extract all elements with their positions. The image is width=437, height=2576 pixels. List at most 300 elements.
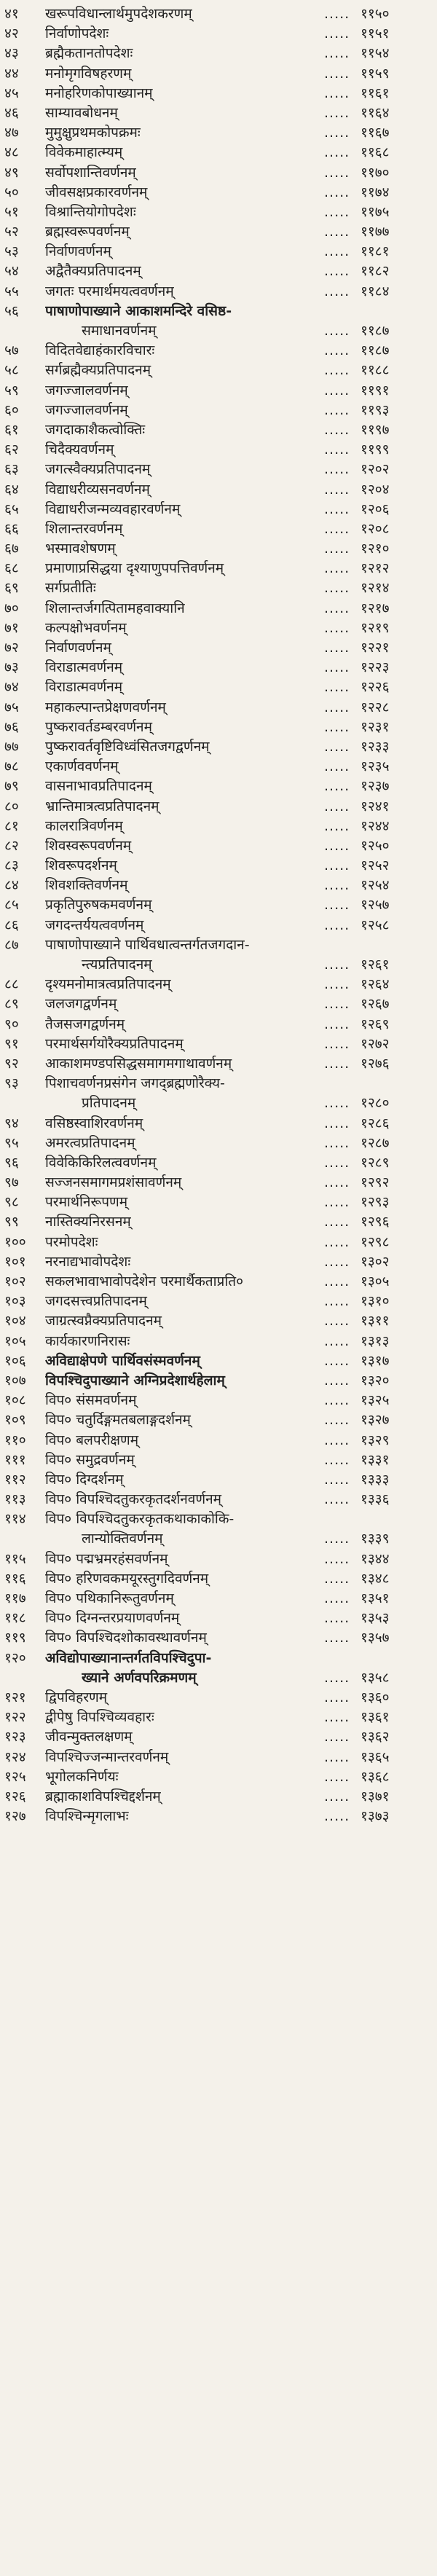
toc-entry[interactable] [0, 203, 437, 222]
page-number: ११५० [361, 6, 390, 22]
entry-title: जगदन्तर्ययत्ववर्णनम् [45, 916, 144, 933]
entry-number: ४६ [4, 104, 19, 121]
toc-entry[interactable] [0, 737, 437, 757]
entry-title: विप० विपश्चिदतुकरकृतकथाकाकोकि- [45, 1511, 235, 1528]
entry-number: १०८ [4, 1392, 26, 1409]
leader-dots: ..... [324, 520, 350, 537]
entry-title: खरूपविधान्लार्थमुपदेशकरणम् [45, 6, 192, 22]
entry-title-continuation: समाधानवर्णनम् [82, 323, 157, 339]
leader-dots: ..... [324, 1035, 350, 1052]
toc-entry[interactable] [0, 1272, 437, 1292]
entry-title: सकलभावाभावोपदेशेन परमार्थैकताप्रति० [45, 1273, 244, 1289]
entry-title: अमरत्वप्रतिपादनम् [45, 1134, 135, 1151]
leader-dots: ..... [324, 461, 350, 478]
leader-dots: ..... [324, 1253, 350, 1270]
leader-dots: ..... [324, 1233, 350, 1250]
leader-dots: ..... [324, 640, 350, 656]
page-number: १२८० [361, 1095, 390, 1112]
page-number: १२३१ [361, 718, 390, 735]
entry-number: १२५ [4, 1768, 26, 1785]
entry-number: १११ [4, 1451, 26, 1468]
toc-entry[interactable] [0, 302, 437, 321]
toc-entry[interactable] [0, 500, 437, 519]
leader-dots: ..... [324, 421, 350, 438]
page-number: ११९९ [361, 441, 390, 458]
entry-number: ११७ [4, 1590, 26, 1606]
entry-title: कल्पक्षोभवर्णनम् [45, 619, 127, 636]
entry-number: ५४ [4, 263, 19, 280]
entry-number: ५२ [4, 224, 19, 240]
toc-entry[interactable] [0, 817, 437, 836]
entry-title: विप० विपश्चिदशोकावस्थावर्णनम् [45, 1630, 207, 1646]
toc-entry[interactable] [0, 1688, 437, 1708]
toc-entry[interactable] [0, 1153, 437, 1173]
toc-entry[interactable] [0, 1114, 437, 1134]
entry-number: ५० [4, 184, 19, 200]
toc-entry[interactable] [0, 678, 437, 697]
entry-title: ब्रह्मस्वरूपवर्णनम् [45, 224, 130, 240]
entry-number: ९८ [4, 1194, 19, 1211]
entry-number: ७५ [4, 699, 19, 715]
page-number: ११९७ [361, 421, 390, 438]
page-number: ११८८ [361, 362, 390, 379]
page-number: १३१० [361, 1293, 390, 1310]
page-number: १२८७ [361, 1134, 390, 1151]
entry-title: विश्रान्तियोगोपदेशः [45, 203, 136, 220]
leader-dots: ..... [324, 1709, 350, 1726]
toc-entry[interactable] [0, 975, 437, 994]
toc-entry[interactable] [0, 1609, 437, 1628]
entry-title: जाग्रत्स्वप्नैक्यप्रतिपादनम् [45, 1313, 162, 1330]
page-number: १२५४ [361, 877, 390, 894]
entry-title: पिशाचवर्णनप्रसंगेन जगद्ब्रह्मणोरैक्य- [45, 1075, 225, 1092]
page-number: १३७१ [361, 1788, 390, 1805]
toc-entry[interactable] [0, 401, 437, 420]
page-number: ११६८ [361, 144, 390, 161]
entry-title: द्वीपेषु विपश्चिव्यवहारः [45, 1709, 154, 1726]
toc-entry-continuation [0, 1093, 437, 1113]
entry-number: ६१ [4, 421, 19, 438]
entry-title: प्रकृतिपुरुषकमवर्णनम् [45, 897, 152, 914]
toc-entry[interactable] [0, 757, 437, 777]
toc-entry[interactable] [0, 1134, 437, 1153]
entry-number: १२३ [4, 1729, 26, 1746]
leader-dots: ..... [324, 323, 350, 339]
entry-number: १०५ [4, 1332, 26, 1349]
page-number: ११८१ [361, 243, 390, 260]
leader-dots: ..... [324, 679, 350, 696]
leader-dots: ..... [324, 342, 350, 359]
toc-entry[interactable] [0, 262, 437, 281]
toc-entry[interactable] [0, 994, 437, 1014]
page-number: ११७७ [361, 224, 390, 240]
toc-entry[interactable] [0, 242, 437, 262]
leader-dots: ..... [324, 1194, 350, 1211]
toc-entry[interactable] [0, 341, 437, 361]
leader-dots: ..... [324, 1095, 350, 1112]
page-number: १२२१ [361, 640, 390, 656]
toc-entry[interactable] [0, 1371, 437, 1391]
page-number: ११५१ [361, 25, 390, 42]
entry-number: ९७ [4, 1174, 19, 1191]
toc-entry[interactable] [0, 1054, 437, 1074]
entry-number: ४५ [4, 85, 19, 101]
entry-title: ब्रह्मैकतानतोपदेशः [45, 45, 133, 62]
entry-number: ७९ [4, 778, 19, 795]
entry-title: शिलान्तरवर्णनम् [45, 520, 123, 537]
entry-title: विप० दिग्नन्तरप्रयाणवर्णनम् [45, 1610, 180, 1627]
toc-entry[interactable] [0, 1807, 437, 1826]
leader-dots: ..... [324, 541, 350, 557]
page-number: ११८७ [361, 323, 390, 339]
entry-number: ११४ [4, 1511, 26, 1528]
entry-title: विवेकिकिरिलत्ववर्णनम् [45, 1154, 157, 1171]
entry-title: मनोमृगविषहरणम् [45, 65, 132, 82]
toc-entry[interactable] [0, 1450, 437, 1470]
entry-title: जलजगद्वर्णनम् [45, 996, 117, 1013]
leader-dots: ..... [324, 25, 350, 42]
leader-dots: ..... [324, 263, 350, 280]
leader-dots: ..... [324, 1808, 350, 1825]
page-number: १२९८ [361, 1233, 390, 1250]
entry-number: ६९ [4, 580, 19, 597]
leader-dots: ..... [324, 85, 350, 101]
leader-dots: ..... [324, 362, 350, 379]
toc-entry[interactable] [0, 836, 437, 856]
toc-entry[interactable] [0, 222, 437, 242]
entry-number: ८५ [4, 897, 19, 914]
page-number: १२२६ [361, 679, 390, 696]
leader-dots: ..... [324, 45, 350, 62]
toc-entry[interactable] [0, 1193, 437, 1212]
page-number: १३२० [361, 1372, 390, 1389]
page-number: १३१७ [361, 1352, 390, 1369]
toc-entry[interactable] [0, 480, 437, 500]
entry-number: ८९ [4, 996, 19, 1013]
leader-dots: ..... [324, 817, 350, 834]
page-number: १३२९ [361, 1432, 390, 1448]
toc-entry[interactable] [0, 282, 437, 302]
leader-dots: ..... [324, 1055, 350, 1072]
page-number: १३१३ [361, 1332, 390, 1349]
toc-entry[interactable] [0, 519, 437, 539]
leader-dots: ..... [324, 1016, 350, 1032]
entry-number: ५७ [4, 342, 19, 359]
toc-entry[interactable] [0, 381, 437, 401]
entry-title: वसिष्ठस्वाशिरवर्णनम् [45, 1115, 143, 1131]
page-number: १३४८ [361, 1570, 390, 1587]
page-number: १२५८ [361, 916, 390, 933]
entry-number: ४१ [4, 6, 19, 22]
toc-entry[interactable] [0, 638, 437, 658]
entry-title: विराडात्मवर्णनम् [45, 679, 123, 696]
entry-number: ५८ [4, 362, 19, 379]
page-number: १२०६ [361, 500, 390, 517]
toc-entry[interactable] [0, 1628, 437, 1648]
toc-entry[interactable] [0, 777, 437, 796]
page-number: ११७० [361, 164, 390, 181]
toc-entry[interactable] [0, 619, 437, 638]
toc-entry[interactable] [0, 163, 437, 183]
entry-title: विपश्चिन्मृगलाभः [45, 1808, 129, 1825]
toc-entry[interactable] [0, 1074, 437, 1093]
entry-title: अविद्याक्षेपणे पार्थिवसंस्मवर्णनम् [45, 1352, 200, 1369]
entry-number: ८६ [4, 916, 19, 933]
toc-entry-continuation [0, 321, 437, 341]
entry-title: पाषाणोपाख्याने आकाशमन्दिरे वसिष्ठ- [45, 302, 232, 319]
page-number: १३६० [361, 1689, 390, 1705]
toc-entry[interactable] [0, 1292, 437, 1311]
leader-dots: ..... [324, 382, 350, 398]
toc-entry[interactable] [0, 143, 437, 162]
entry-number: ४७ [4, 125, 19, 141]
entry-number: ९३ [4, 1075, 19, 1092]
toc-entry[interactable] [0, 84, 437, 103]
entry-title: चिदैक्यवर्णनम् [45, 441, 114, 458]
page-number: १३६८ [361, 1768, 390, 1785]
page-number: १२८६ [361, 1115, 390, 1131]
toc-entry[interactable] [0, 935, 437, 955]
entry-title: विद्याधरीव्यसनवर्णनम् [45, 481, 150, 498]
toc-entry[interactable] [0, 856, 437, 876]
entry-number: ६२ [4, 441, 19, 458]
toc-entry[interactable] [0, 44, 437, 63]
entry-number: १०६ [4, 1352, 26, 1369]
entry-number: ८० [4, 798, 19, 814]
entry-title: पुष्करावर्तवृष्टिविध्वंसितजगद्वर्णनम् [45, 738, 210, 755]
toc-entry[interactable] [0, 1727, 437, 1747]
page-number: १२३३ [361, 738, 390, 755]
toc-entry[interactable] [0, 1431, 437, 1450]
entry-title: जीवन्मुक्तलक्षणम् [45, 1729, 133, 1746]
leader-dots: ..... [324, 1174, 350, 1191]
entry-title: परमार्थनिरूपणम् [45, 1194, 128, 1211]
entry-number: ११० [4, 1432, 26, 1448]
page-number: १२५७ [361, 897, 390, 914]
toc-entry[interactable] [0, 1015, 437, 1034]
page-number: १२१७ [361, 600, 390, 616]
leader-dots: ..... [324, 1788, 350, 1805]
entry-title: जगतः परमार्थमयत्ववर्णनम् [45, 283, 174, 299]
entry-number: ११२ [4, 1471, 26, 1488]
entry-title: शिवशक्तिवर्णनम् [45, 877, 128, 894]
leader-dots: ..... [324, 1729, 350, 1746]
leader-dots: ..... [324, 976, 350, 993]
toc-entry[interactable] [0, 1173, 437, 1193]
entry-title: पुष्करावर्तडम्बरवर्णनम् [45, 718, 152, 735]
entry-number: ९५ [4, 1134, 19, 1151]
entry-number: ११६ [4, 1570, 26, 1587]
toc-entry[interactable] [0, 1470, 437, 1490]
entry-number: ९१ [4, 1035, 19, 1052]
toc-entry[interactable] [0, 698, 437, 718]
entry-number: ८८ [4, 976, 19, 993]
toc-entry[interactable] [0, 4, 437, 24]
toc-entry-continuation [0, 1668, 437, 1688]
entry-number: १०२ [4, 1273, 26, 1289]
entry-number: ११९ [4, 1630, 26, 1646]
toc-entry[interactable] [0, 1233, 437, 1252]
page-number: १२८९ [361, 1154, 390, 1171]
leader-dots: ..... [324, 1372, 350, 1389]
toc-entry[interactable] [0, 1391, 437, 1410]
entry-title: विपश्चिज्जन्मान्तरवर्णनम् [45, 1748, 169, 1765]
toc-entry[interactable] [0, 1410, 437, 1430]
toc-entry[interactable] [0, 1787, 437, 1807]
leader-dots: ..... [324, 1768, 350, 1785]
entry-number: १०० [4, 1233, 26, 1250]
toc-entry[interactable] [0, 64, 437, 84]
toc-entry[interactable] [0, 1649, 437, 1668]
entry-title: विप० समुद्रवर्णनम् [45, 1451, 135, 1468]
page-number: १३५१ [361, 1590, 390, 1606]
entry-number: ११३ [4, 1491, 26, 1508]
toc-entry[interactable] [0, 876, 437, 895]
toc-entry[interactable] [0, 1509, 437, 1529]
entry-title: विप० दिग्दर्शनम् [45, 1471, 124, 1488]
toc-entry[interactable] [0, 658, 437, 678]
toc-entry[interactable] [0, 440, 437, 460]
leader-dots: ..... [324, 481, 350, 498]
toc-entry[interactable] [0, 559, 437, 578]
entry-number: ९२ [4, 1055, 19, 1072]
entry-number: ५१ [4, 203, 19, 220]
entry-title: पाषाणोपाख्याने पार्थिवधात्वन्तर्गतजगदान- [45, 936, 250, 953]
entry-number: ७३ [4, 659, 19, 676]
leader-dots: ..... [324, 441, 350, 458]
entry-title: महाकल्पान्तप्रेक्षणवर्णनम् [45, 699, 166, 715]
page-number: १२४१ [361, 798, 390, 814]
page-number: १२९६ [361, 1214, 390, 1230]
leader-dots: ..... [324, 1748, 350, 1765]
toc-entry[interactable] [0, 599, 437, 619]
leader-dots: ..... [324, 718, 350, 735]
entry-number: ९६ [4, 1154, 19, 1171]
leader-dots: ..... [324, 283, 350, 299]
entry-number: ९० [4, 1016, 19, 1032]
toc-entry[interactable] [0, 1550, 437, 1569]
entry-number: १०४ [4, 1313, 26, 1330]
toc-entry[interactable] [0, 24, 437, 44]
entry-number: ११८ [4, 1610, 26, 1627]
toc-entry[interactable] [0, 1748, 437, 1767]
toc-entry[interactable] [0, 539, 437, 559]
toc-entry[interactable] [0, 183, 437, 203]
toc-entry[interactable] [0, 460, 437, 479]
entry-title: तैजसजगद्वर्णनम् [45, 1016, 125, 1032]
entry-title: अविद्योपाख्यानान्तर्गतविपश्चिदुपा- [45, 1649, 212, 1666]
toc-entry[interactable] [0, 916, 437, 935]
toc-entry[interactable] [0, 123, 437, 143]
leader-dots: ..... [324, 1570, 350, 1587]
toc-entry[interactable] [0, 103, 437, 123]
page-number: १३३६ [361, 1491, 390, 1508]
entry-number: ७६ [4, 718, 19, 735]
entry-title: नास्तिक्यनिरसनम् [45, 1214, 131, 1230]
page-number: ११५४ [361, 45, 390, 62]
leader-dots: ..... [324, 738, 350, 755]
toc-entry[interactable] [0, 578, 437, 598]
entry-title: विवेकमाहात्म्यम् [45, 144, 123, 161]
toc-entry[interactable] [0, 1589, 437, 1609]
toc-entry[interactable] [0, 1212, 437, 1232]
entry-title: शिलान्तर्जगत्पितामहवाक्यानि [45, 600, 185, 616]
toc-entry-continuation [0, 955, 437, 975]
leader-dots: ..... [324, 897, 350, 914]
leader-dots: ..... [324, 877, 350, 894]
entry-title: नरनाद्यभावोपदेशः [45, 1253, 131, 1270]
toc-entry[interactable] [0, 361, 437, 380]
entry-number: ७८ [4, 758, 19, 775]
entry-number: ९९ [4, 1214, 19, 1230]
page-number: ११८२ [361, 263, 390, 280]
page-number: ११६७ [361, 125, 390, 141]
toc-entry[interactable] [0, 1332, 437, 1351]
entry-title-continuation: न्त्यप्रतिपादनम् [82, 957, 152, 973]
toc-entry[interactable] [0, 718, 437, 737]
entry-title: निर्वाणवर्णनम् [45, 243, 111, 260]
entry-number: ७१ [4, 619, 19, 636]
entry-number: ६४ [4, 481, 19, 498]
entry-title: प्रमाणाप्रसिद्धया दृश्याणुपपत्तिवर्णनम् [45, 560, 224, 577]
entry-title: वासनाभावप्रतिपादनम् [45, 778, 152, 795]
toc-entry[interactable] [0, 1490, 437, 1509]
toc-entry[interactable] [0, 1708, 437, 1727]
leader-dots: ..... [324, 104, 350, 121]
page-number: १३३३ [361, 1471, 390, 1488]
entry-number: ६० [4, 401, 19, 418]
entry-title: परमार्थसर्गयोरैक्यप्रतिपादनम् [45, 1035, 184, 1052]
entry-title: जगज्जालवर्णनम् [45, 401, 128, 418]
toc-entry[interactable] [0, 420, 437, 440]
page-number: १३०५ [361, 1273, 390, 1289]
page-number: १३५७ [361, 1630, 390, 1646]
page-number: १२२८ [361, 699, 390, 715]
page-number: १२३७ [361, 778, 390, 795]
toc-entry[interactable] [0, 1311, 437, 1331]
leader-dots: ..... [324, 1471, 350, 1488]
leader-dots: ..... [324, 1115, 350, 1131]
entry-title: मनोहरिणकोपाख्यानम् [45, 85, 153, 101]
toc-entry[interactable] [0, 895, 437, 915]
entry-number: ६६ [4, 520, 19, 537]
toc-entry[interactable] [0, 1034, 437, 1054]
toc-entry[interactable] [0, 1252, 437, 1272]
leader-dots: ..... [324, 125, 350, 141]
page-number: १२५२ [361, 857, 390, 874]
entry-title: विप० बलपरीक्षणम् [45, 1432, 139, 1448]
entry-title: भ्रान्तिमात्रत्वप्रतिपादनम् [45, 798, 160, 814]
toc-entry[interactable] [0, 1767, 437, 1787]
leader-dots: ..... [324, 1154, 350, 1171]
page-number: ११६१ [361, 85, 390, 101]
entry-title: सज्जनसमागमप्रशंसावर्णनम् [45, 1174, 182, 1191]
entry-number: १०७ [4, 1372, 26, 1389]
leader-dots: ..... [324, 1590, 350, 1606]
toc-entry[interactable] [0, 797, 437, 817]
entry-number: १२६ [4, 1788, 26, 1805]
page-number: १३६२ [361, 1729, 390, 1746]
entry-number: ६८ [4, 560, 19, 577]
toc-entry[interactable] [0, 1569, 437, 1589]
entry-title: विपश्चिदुपाख्याने अग्निप्रदेशार्थहेलाम् [45, 1372, 225, 1389]
toc-entry[interactable] [0, 1351, 437, 1371]
leader-dots: ..... [324, 957, 350, 973]
page-number: १२९२ [361, 1174, 390, 1191]
entry-number: ५५ [4, 283, 19, 299]
entry-number: ८३ [4, 857, 19, 874]
leader-dots: ..... [324, 798, 350, 814]
